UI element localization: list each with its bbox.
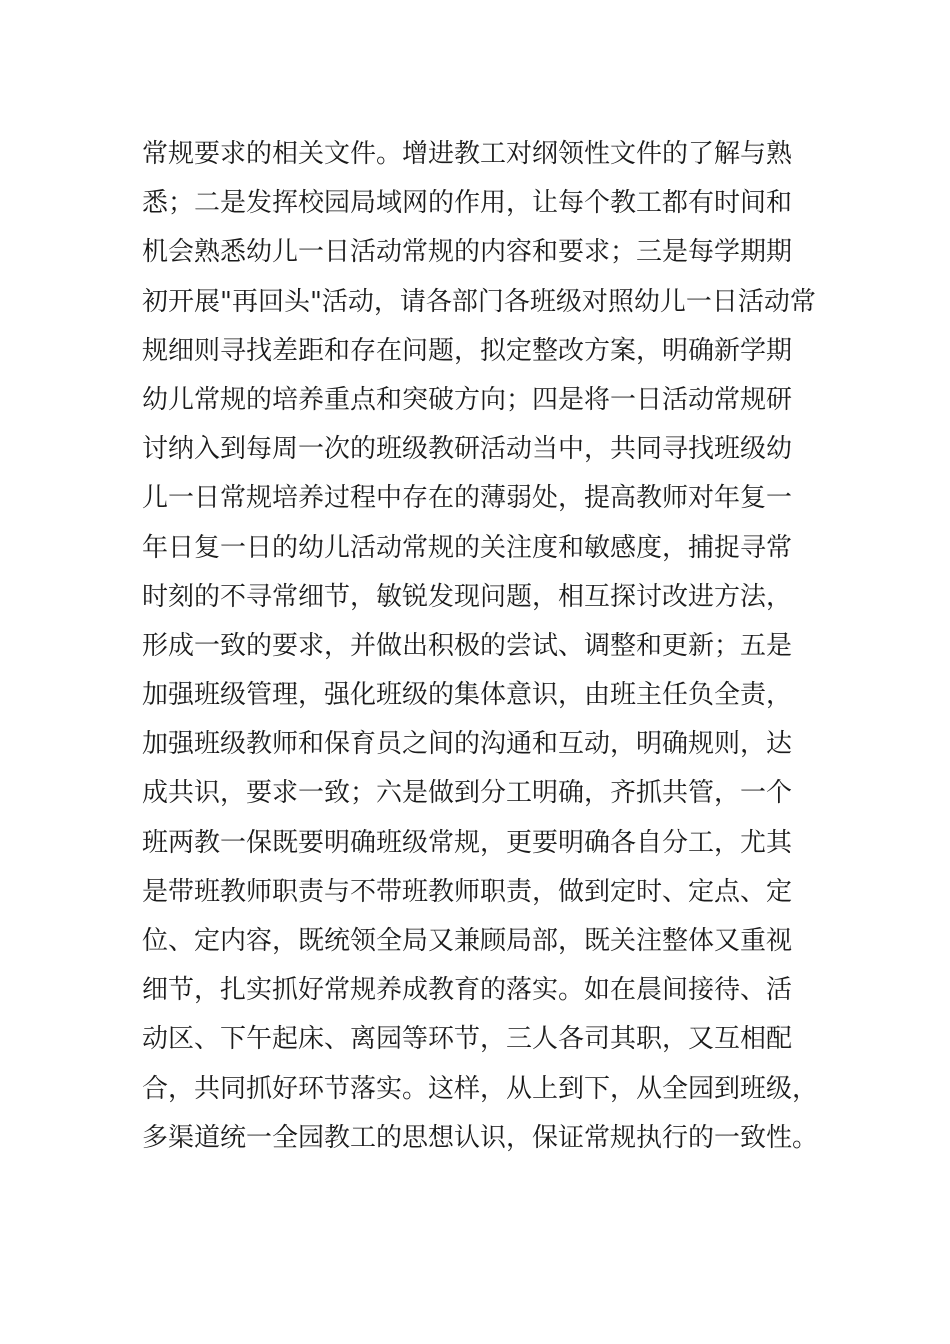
text-line: 规细则寻找差距和存在问题，拟定整改方案，明确新学期 — [142, 335, 793, 366]
text-line: 初开展"再回头"活动，请各部门各班级对照幼儿一日活动常 — [142, 286, 816, 317]
text-line: 幼儿常规的培养重点和突破方向；四是将一日活动常规研 — [142, 384, 793, 415]
text-line: 年日复一日的幼儿活动常规的关注度和敏感度，捕捉寻常 — [142, 532, 793, 563]
text-line: 悉；二是发挥校园局域网的作用，让每个教工都有时间和 — [142, 188, 793, 219]
text-line: 合，共同抓好环节落实。这样，从上到下，从全园到班级， — [142, 1073, 819, 1104]
text-line: 成共识，要求一致；六是做到分工明确，齐抓共管，一个 — [142, 778, 793, 809]
text-line: 儿一日常规培养过程中存在的薄弱处，提高教师对年复一 — [142, 483, 793, 514]
text-line: 时刻的不寻常细节，敏锐发现问题，相互探讨改进方法， — [142, 581, 793, 612]
text-line: 加强班级教师和保育员之间的沟通和互动，明确规则，达 — [142, 729, 793, 760]
text-line: 细节，扎实抓好常规养成教育的落实。如在晨间接待、活 — [142, 975, 793, 1006]
text-line: 是带班教师职责与不带班教师职责，做到定时、定点、定 — [142, 876, 793, 907]
text-line: 形成一致的要求，并做出积极的尝试、调整和更新；五是 — [142, 630, 793, 661]
text-line: 讨纳入到每周一次的班级教研活动当中，共同寻找班级幼 — [142, 434, 793, 465]
text-line: 动区、下午起床、离园等环节，三人各司其职，又互相配 — [142, 1024, 793, 1055]
text-line: 位、定内容，既统领全局又兼顾局部，既关注整体又重视 — [142, 926, 793, 956]
text-line: 常规要求的相关文件。增进教工对纲领性文件的了解与熟 — [142, 139, 793, 169]
text-line: 多渠道统一全园教工的思想认识，保证常规执行的一致性。 — [142, 1122, 819, 1153]
text-line: 加强班级管理，强化班级的集体意识，由班主任负全责， — [142, 680, 793, 711]
text-line: 机会熟悉幼儿一日活动常规的内容和要求；三是每学期期 — [142, 237, 793, 268]
body-paragraph — [142, 130, 822, 1163]
text-line: 班两教一保既要明确班级常规，更要明确各自分工，尤其 — [142, 827, 793, 858]
